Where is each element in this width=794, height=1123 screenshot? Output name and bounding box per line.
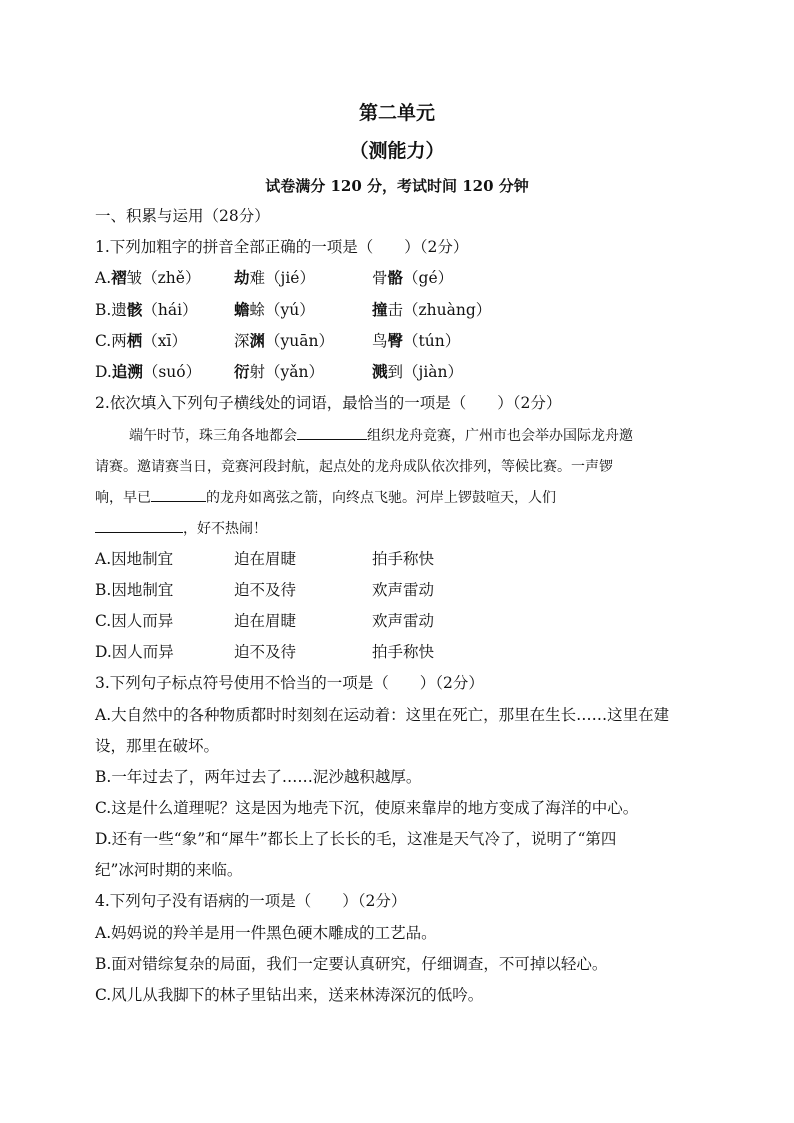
word-text: 深 (234, 332, 250, 350)
word-text: （suó） (142, 363, 202, 381)
q4-option-a: A.妈妈说的羚羊是用一件黑色硬木雕成的工艺品。 (95, 924, 437, 942)
q4-option-c: C.风儿从我脚下的林子里钻出来，送来林涛深沉的低吟。 (95, 986, 484, 1004)
q1-word (372, 361, 463, 383)
bold-character: 栖 (126, 331, 143, 350)
bold-character: 褶 (111, 268, 127, 287)
q3-option-a-line-1: A.大自然中的各种物质都时时刻刻在运动着：这里在死亡，那里在生长……这里在建 (95, 706, 670, 724)
page-subtitle: （测能力） (349, 140, 445, 162)
word-text: 骨 (372, 269, 388, 287)
bold-character: 骼 (387, 268, 404, 287)
q2-word: 迫不及待 (234, 643, 297, 661)
word-text: （gé） (403, 269, 454, 287)
q1-word (372, 267, 453, 289)
bold-character: 溅 (372, 362, 388, 381)
q1-word (95, 267, 200, 289)
bold-character: 蟾 (234, 300, 250, 319)
q1-word (95, 361, 201, 383)
q4-stem: 4.下列句子没有语病的一项是（ ）（2分） (95, 892, 407, 910)
bold-character: 追溯 (111, 362, 143, 381)
q2-passage-line-2: 请赛。邀请赛当日，竞赛河段封航，起点处的龙舟成队依次排列，等候比赛。一声锣 (95, 459, 613, 475)
word-text: A. (95, 269, 112, 287)
bold-character: 劫 (234, 268, 250, 287)
q1-word (95, 299, 198, 321)
q3-option-a-line-2: 设，那里在破坏。 (95, 737, 220, 755)
passage-text: 响，早已 (95, 490, 151, 506)
section-heading: 一、积累与运用（28分） (95, 207, 270, 225)
q2-word: D.因人而异 (95, 643, 174, 661)
word-text: B.遗 (95, 301, 127, 319)
q2-word: 拍手称快 (372, 643, 435, 661)
word-text: （xī） (142, 332, 187, 350)
q2-word: 迫不及待 (234, 581, 297, 599)
q3-stem: 3.下列句子标点符号使用不恰当的一项是（ ）（2分） (95, 674, 484, 692)
q3-option-b: B.一年过去了，两年过去了……泥沙越积越厚。 (95, 768, 422, 786)
bold-character: 渊 (249, 331, 266, 350)
passage-text: 端午时节，珠三角各地都会 (129, 428, 297, 444)
q2-word: B.因地制宜 (95, 581, 174, 599)
word-text: D. (95, 363, 112, 381)
word-text: 皱（zhě） (126, 269, 201, 287)
q3-option-d-line-2: 纪”冰河时期的来临。 (95, 861, 243, 879)
fill-blank-2 (151, 487, 206, 502)
bold-character: 骸 (126, 300, 143, 319)
fill-blank-3 (95, 518, 183, 533)
q1-word (372, 299, 491, 321)
passage-text: 的龙舟如离弦之箭，向终点飞驰。河岸上锣鼓喧天，人们 (206, 490, 556, 506)
q2-word: 迫在眉睫 (234, 550, 297, 568)
q1-word (234, 267, 315, 289)
q3-option-c: C.这是什么道理呢？这是因为地壳下沉，使原来靠岸的地方变成了海洋的中心。 (95, 799, 639, 817)
word-text: C.两 (95, 332, 127, 350)
passage-text: 组织龙舟竞赛，广州市也会举办国际龙舟邀 (367, 428, 633, 444)
bold-character: 臀 (387, 331, 404, 350)
word-text: （yuān） (265, 332, 334, 350)
q2-word: 迫在眉睫 (234, 612, 297, 630)
q1-word (95, 330, 187, 352)
q4-option-b: B.面对错综复杂的局面，我们一定要认真研究，仔细调查，不可掉以轻心。 (95, 955, 608, 973)
q2-word: A.因地制宜 (95, 550, 174, 568)
q2-passage-line-1 (129, 425, 729, 447)
word-text: （hái） (142, 301, 198, 319)
exam-info: 试卷满分 120 分，考试时间 120 分钟 (265, 177, 529, 195)
word-text: 到（jiàn） (387, 363, 464, 381)
q2-passage-line-4 (95, 518, 695, 540)
word-text: 鸟 (372, 332, 388, 350)
word-text: 难（jié） (249, 269, 315, 287)
word-text: 射（yǎn） (249, 363, 324, 381)
q2-word: 拍手称快 (372, 550, 435, 568)
word-text: （tún） (403, 332, 461, 350)
word-text: 蜍（yú） (249, 301, 315, 319)
q1-word (372, 330, 460, 352)
q1-stem: 1.下列加粗字的拼音全部正确的一项是（ ）（2分） (95, 238, 469, 256)
q2-stem: 2.依次填入下列句子横线处的词语，最恰当的一项是（ ）（2分） (95, 394, 562, 412)
fill-blank-1 (297, 425, 367, 440)
q1-word (234, 330, 334, 352)
bold-character: 撞 (372, 300, 388, 319)
page-title: 第二单元 (358, 102, 435, 124)
q2-passage-line-3 (95, 487, 695, 509)
q3-option-d-line-1: D.还有一些“象”和“犀牛”都长上了长长的毛，这准是天气冷了，说明了“第四 (95, 830, 617, 848)
q1-word (234, 361, 324, 383)
word-text: 击（zhuàng） (387, 301, 492, 319)
q2-word: 欢声雷动 (372, 612, 435, 630)
q2-word: C.因人而异 (95, 612, 174, 630)
passage-text: ，好不热闹！ (183, 521, 267, 537)
q1-word (234, 299, 315, 321)
bold-character: 衍 (234, 362, 250, 381)
q2-word: 欢声雷动 (372, 581, 435, 599)
